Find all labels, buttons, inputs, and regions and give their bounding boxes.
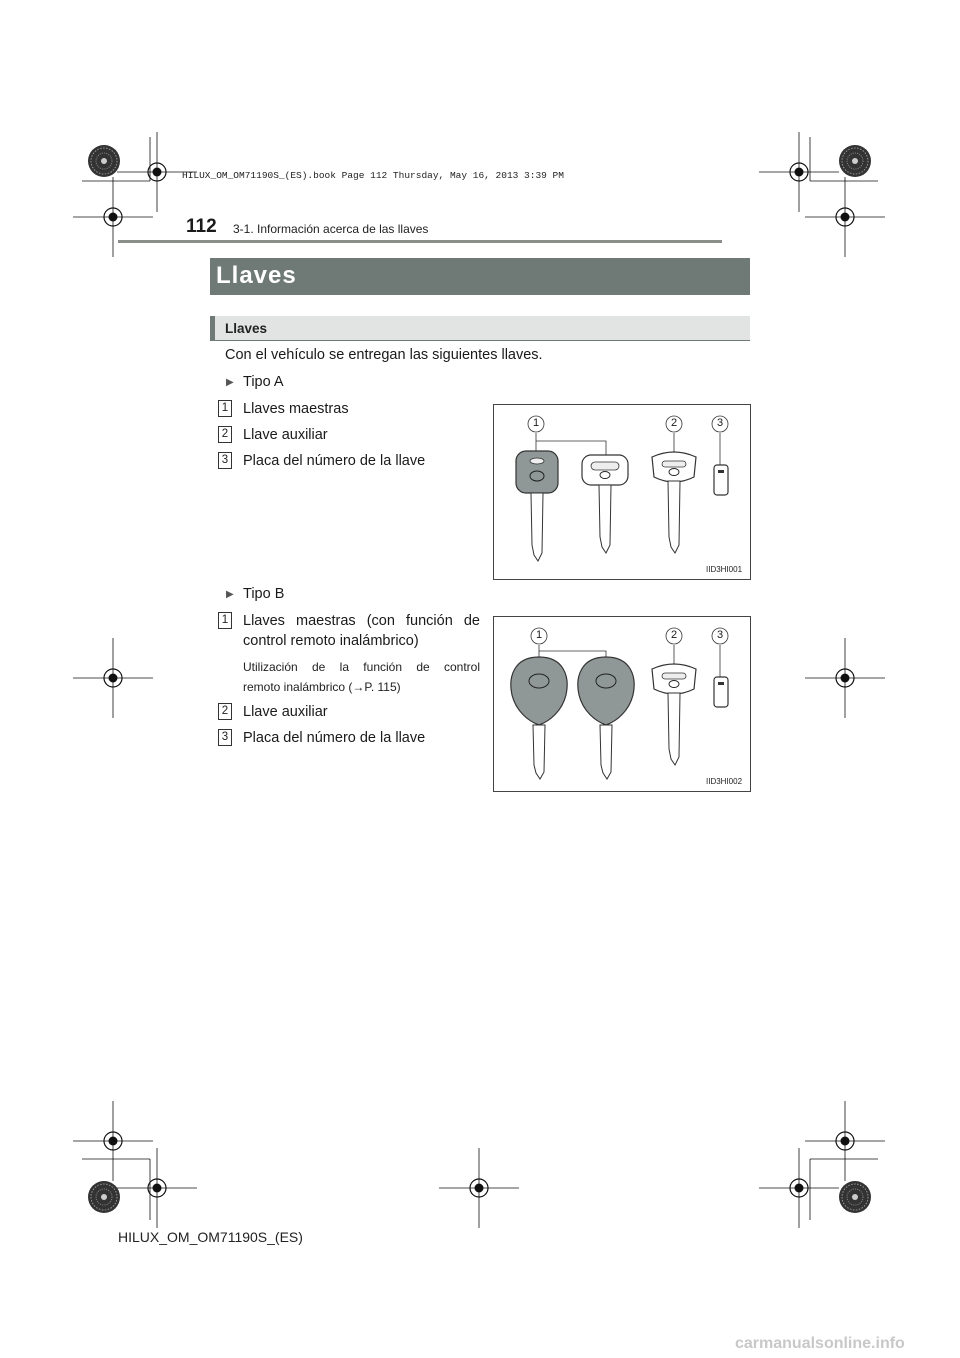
keys-type-a-drawing bbox=[494, 405, 750, 579]
watermark: carmanualsonline.info bbox=[735, 1335, 905, 1352]
radial-target-icon bbox=[839, 1181, 871, 1213]
page-title-bar bbox=[210, 258, 750, 295]
crosshair-registration-icon bbox=[805, 638, 885, 718]
right-triangle-icon: ▶ bbox=[226, 589, 234, 600]
figure-code: IID3HI001 bbox=[706, 565, 743, 574]
page-number: 112 bbox=[186, 216, 217, 237]
crosshair-registration-icon bbox=[759, 1148, 839, 1228]
callout-1: 1 bbox=[532, 417, 540, 429]
type-b-label: Tipo B bbox=[243, 586, 285, 602]
callout-3: 3 bbox=[716, 417, 724, 429]
key-illustration-type-b bbox=[493, 616, 751, 792]
type-b-item-3: Placa del número de la llave bbox=[243, 730, 426, 746]
crosshair-registration-icon bbox=[759, 132, 839, 212]
page-title: Llaves bbox=[216, 262, 297, 289]
callout-3: 3 bbox=[716, 629, 724, 641]
document-code: HILUX_OM_OM71190S_(ES) bbox=[118, 1229, 303, 1245]
type-a-item-2: Llave auxiliar bbox=[243, 427, 328, 443]
intro-text: Con el vehículo se entregan las siguientes llaves. bbox=[225, 347, 543, 363]
print-info: HILUX_OM_OM71190S_(ES).book Page 112 Thursday, May 16, 2013 3:39 PM bbox=[182, 170, 564, 181]
radial-target-icon bbox=[88, 145, 120, 177]
type-b-item-1-line-1: Llaves maestras (con función de bbox=[243, 613, 480, 629]
crosshair-registration-icon bbox=[73, 638, 153, 718]
item-number-badge: 2 bbox=[218, 426, 232, 443]
type-a-label: Tipo A bbox=[243, 374, 284, 390]
item-number-badge: 3 bbox=[218, 452, 232, 469]
callout-1: 1 bbox=[535, 629, 543, 641]
crosshair-registration-icon bbox=[805, 177, 885, 257]
type-a-item-3: Placa del número de la llave bbox=[243, 453, 426, 469]
type-b-item-2: Llave auxiliar bbox=[243, 704, 328, 720]
header-rule bbox=[118, 240, 722, 243]
remote-note-line-1: Utilización de la función de control bbox=[243, 660, 480, 674]
key-illustration-type-a bbox=[493, 404, 751, 580]
crosshair-registration-icon bbox=[439, 1148, 519, 1228]
remote-note-line-2: remoto inalámbrico (→P. 115) bbox=[243, 680, 401, 694]
item-number-badge: 3 bbox=[218, 729, 232, 746]
subsection-title: Llaves bbox=[225, 321, 268, 336]
type-b-item-1-line-2: control remoto inalámbrico) bbox=[243, 633, 419, 649]
callout-numbers bbox=[528, 416, 728, 432]
crosshair-registration-icon bbox=[117, 1148, 197, 1228]
item-number-badge: 1 bbox=[218, 612, 232, 629]
right-triangle-icon: ▶ bbox=[226, 377, 234, 388]
subsection-bar bbox=[210, 316, 750, 341]
crosshair-registration-icon bbox=[73, 177, 153, 257]
callout-2: 2 bbox=[670, 417, 678, 429]
crosshair-registration-icon bbox=[73, 1101, 153, 1181]
radial-target-icon bbox=[88, 1181, 120, 1213]
item-number-badge: 2 bbox=[218, 703, 232, 720]
keys-type-b-drawing bbox=[494, 617, 750, 791]
type-a-item-1: Llaves maestras bbox=[243, 401, 349, 417]
figure-code: IID3HI002 bbox=[706, 777, 743, 786]
item-number-badge: 1 bbox=[218, 400, 232, 417]
crosshair-registration-icon bbox=[805, 1101, 885, 1181]
radial-target-icon bbox=[839, 145, 871, 177]
callout-2: 2 bbox=[670, 629, 678, 641]
section-path: 3-1. Información acerca de las llaves bbox=[233, 222, 429, 236]
